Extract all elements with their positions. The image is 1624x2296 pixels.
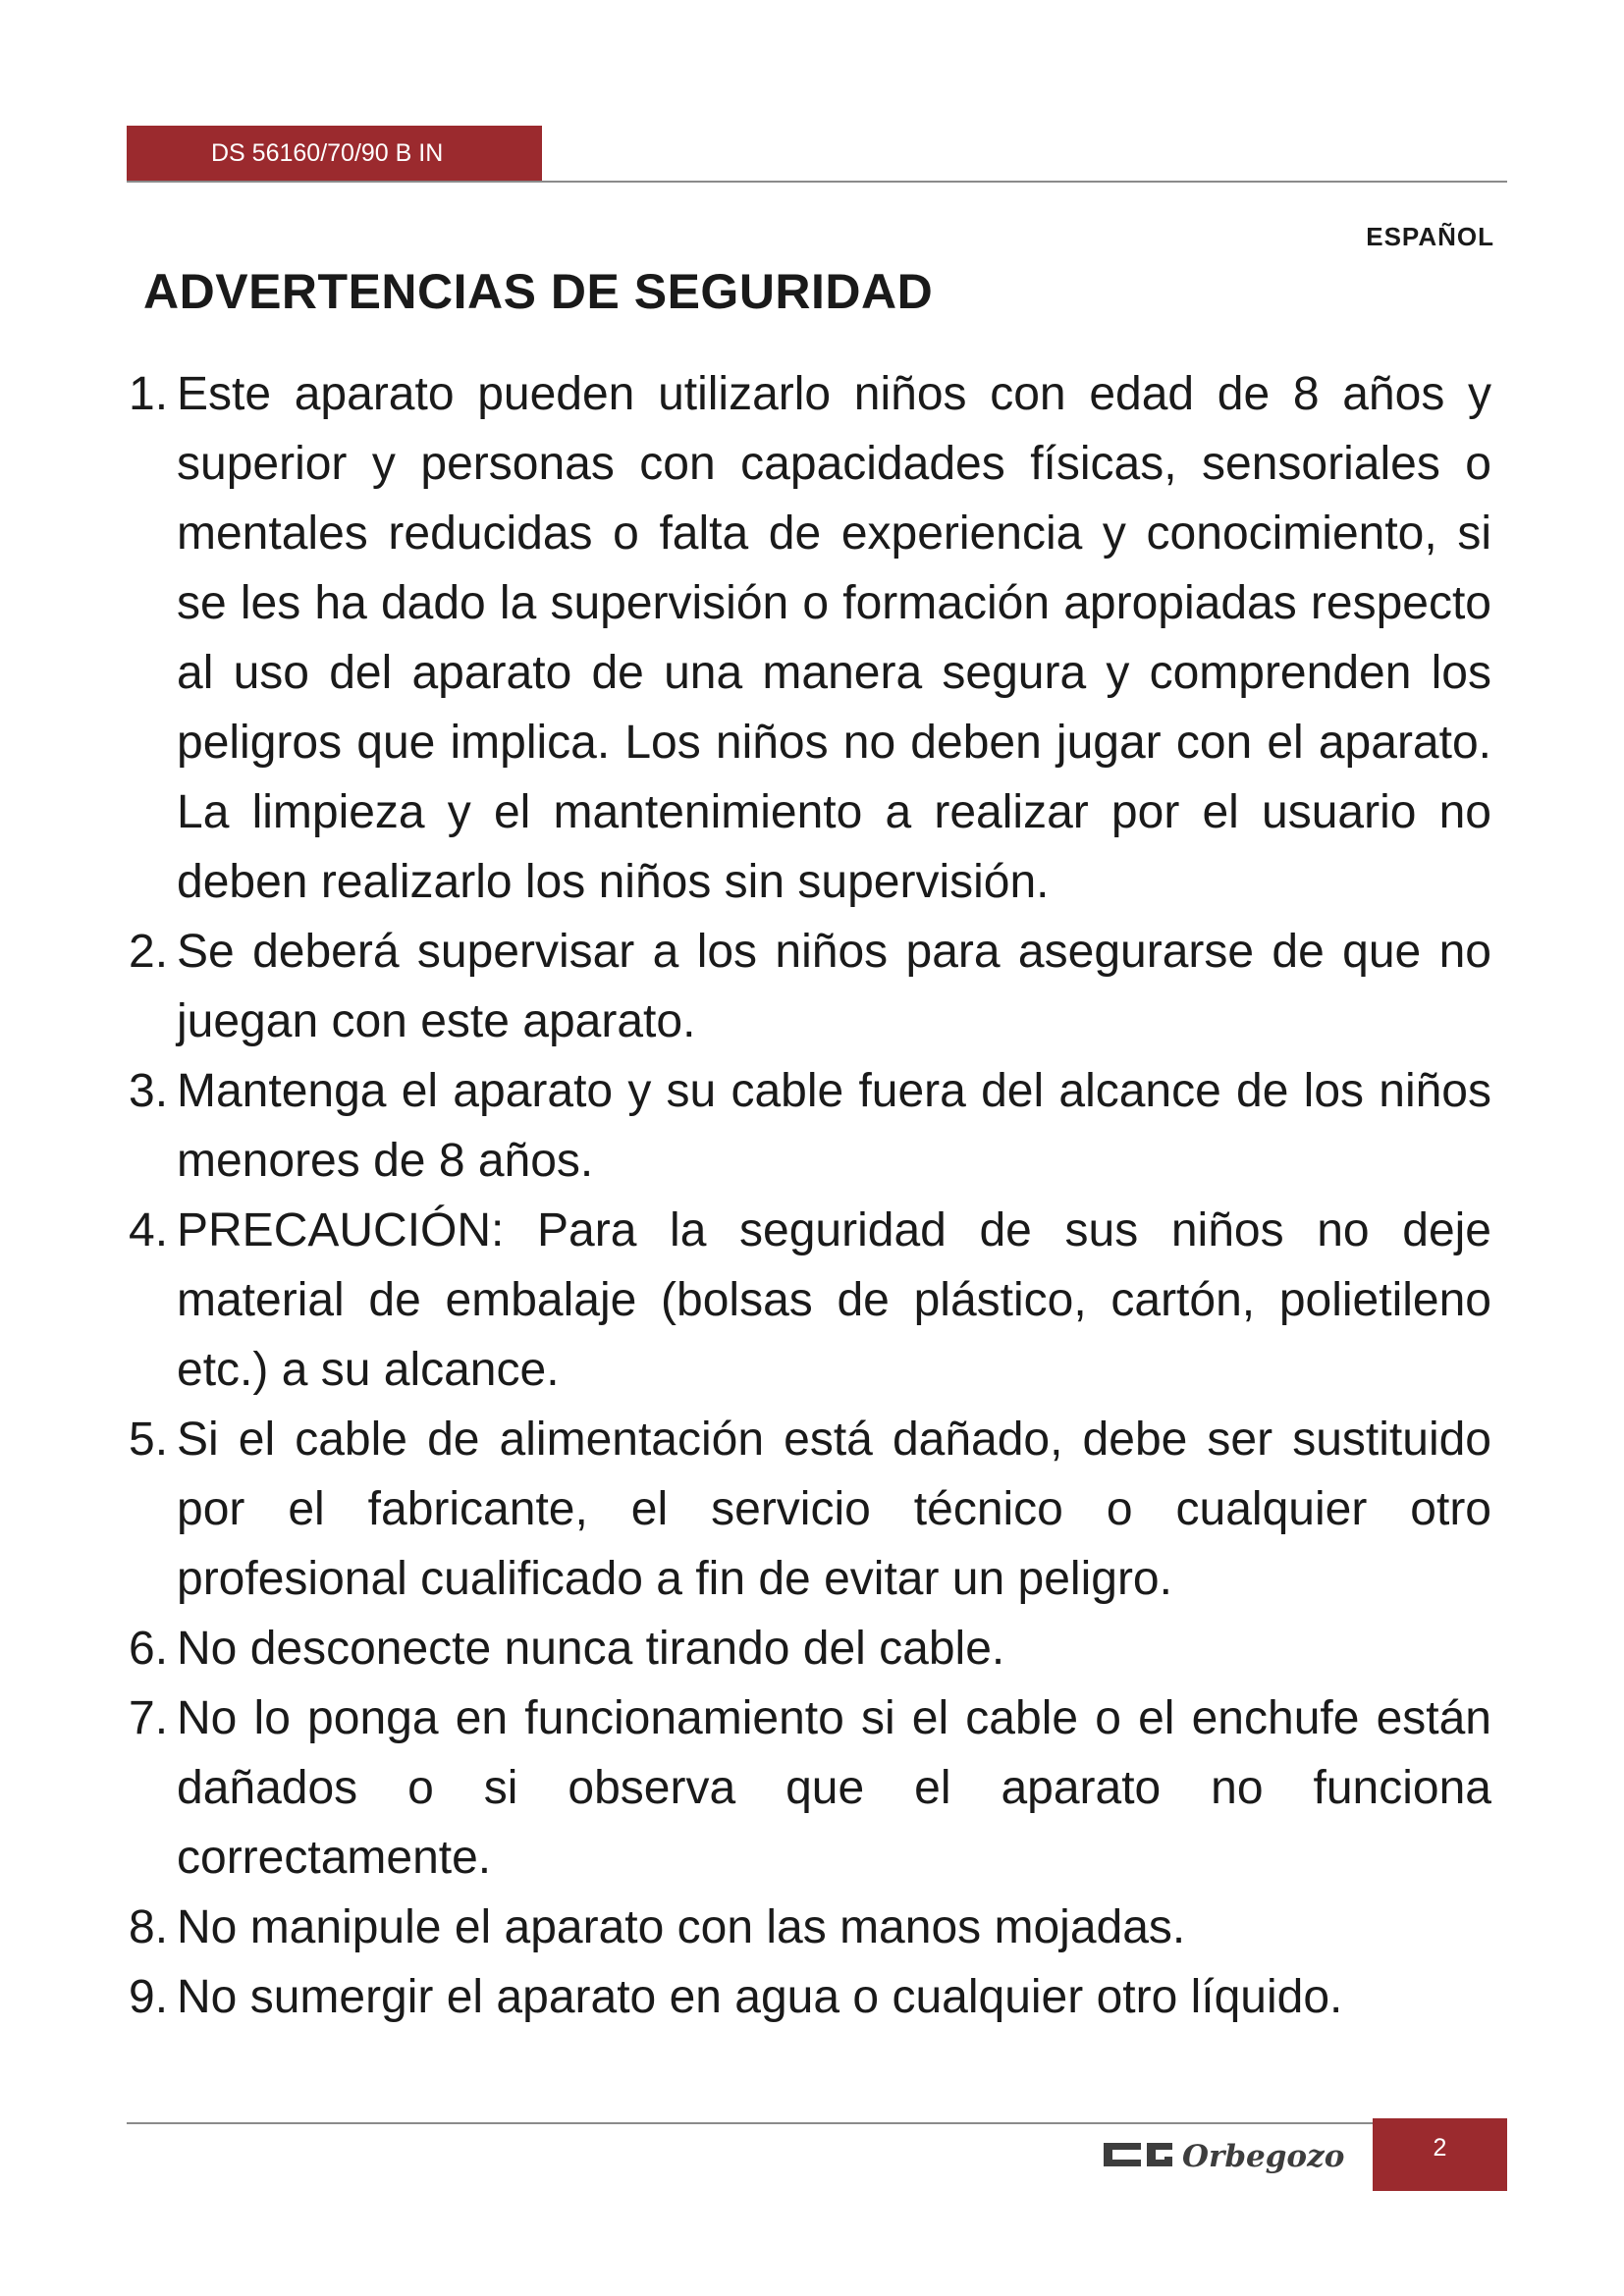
model-number-tab (127, 126, 542, 181)
warning-number: 2. (129, 926, 169, 978)
warning-item (129, 1056, 1491, 1196)
warning-text: No sumergir el aparato en agua o cualquier otro líquido. (177, 1971, 1343, 2023)
warning-item (129, 1893, 1491, 1962)
warning-item (129, 917, 1491, 1056)
warning-item (129, 1196, 1491, 1405)
page-title: ADVERTENCIAS DE SEGURIDAD (143, 264, 934, 319)
warning-text: PRECAUCIÓN: Para la seguridad de sus niños no deje material de embalaje (bolsas de plástico, cartón, polietileno etc.) a su alcance. (177, 1204, 1491, 1396)
warning-number: 8. (129, 1901, 169, 1953)
warning-number: 9. (129, 1971, 169, 2023)
warning-item (129, 359, 1491, 917)
warning-text: Mantenga el aparato y su cable fuera del alcance de los niños menores de 8 años. (177, 1065, 1491, 1187)
warning-number: 6. (129, 1623, 169, 1675)
warning-number: 4. (129, 1204, 169, 1256)
warning-number: 7. (129, 1692, 169, 1744)
page-number-tab (1373, 2118, 1507, 2191)
warning-text: No manipule el aparato con las manos mojadas. (177, 1901, 1186, 1953)
warning-number: 1. (129, 368, 169, 420)
warning-item (129, 1614, 1491, 1683)
warning-item (129, 1683, 1491, 1893)
warning-text: Este aparato pueden utilizarlo niños con edad de 8 años y superior y personas con capacidades físicas, sensoriales o mentales reducidas o falta de experiencia y conocimiento, si se les ha dado la supervisión o formación apropiadas respecto al uso del aparato de una manera segura y comprenden los peligros que implica. Los niños no deben jugar con el aparato. La limpieza y el mantenimiento a realizar por el usuario no deben realizarlo los niños sin supervisión. (177, 368, 1491, 908)
header-rule (127, 181, 1507, 183)
page-number: 2 (1433, 2134, 1447, 2162)
warning-item (129, 1405, 1491, 1614)
warning-text: No lo ponga en funcionamiento si el cable o el enchufe están dañados o si observa que el aparato no funciona correctamente. (177, 1692, 1491, 1884)
warning-text: No desconecte nunca tirando del cable. (177, 1623, 1005, 1675)
warning-item (129, 1962, 1491, 2032)
language-label: ESPAÑOL (1366, 222, 1494, 251)
brand-name: Orbegozo (1182, 2139, 1345, 2174)
safety-warnings-list (129, 359, 1491, 2032)
warning-text: Se deberá supervisar a los niños para asegurarse de que no juegan con este aparato. (177, 926, 1491, 1047)
model-number: DS 56160/70/90 B IN (211, 138, 444, 167)
orbegozo-logo (1102, 2133, 1357, 2176)
footer-rule (127, 2122, 1507, 2124)
warning-number: 3. (129, 1065, 169, 1117)
warning-number: 5. (129, 1414, 169, 1466)
warning-text: Si el cable de alimentación está dañado, debe ser sustituido por el fabricante, el servicio técnico o cualquier otro profesional cualificado a fin de evitar un peligro. (177, 1414, 1491, 1605)
